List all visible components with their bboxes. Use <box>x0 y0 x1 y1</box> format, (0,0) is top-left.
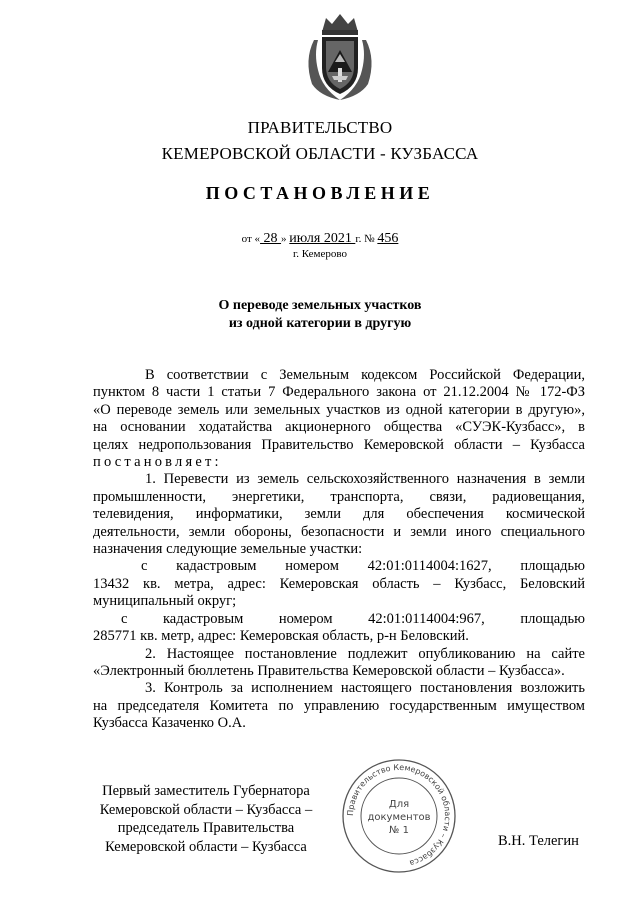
body-line: деятельности, земли обороны, безопасности и земли иного специального <box>93 523 585 540</box>
document-body <box>93 367 585 733</box>
date-sep: » <box>281 233 290 245</box>
city: г. Кемерово <box>292 248 348 260</box>
body-line: 1. Перевести из земель сельскохозяйственного назначения в земли <box>145 471 585 488</box>
body-line: В соответствии с Земельным кодексом Российской Федерации, <box>145 367 585 383</box>
body-line: 285771 кв. метр, адрес: Кемеровская область, р-н Беловский. <box>93 628 469 645</box>
subject-line1: О переводе земельных участков <box>218 298 422 313</box>
government-title-line2: КЕМЕРОВСКОЙ ОБЛАСТИ - КУЗБАССА <box>161 144 479 163</box>
signatory-title-line: председатель Правительства <box>117 820 295 836</box>
stamp-ring-text: Правительство Кемеровской области – Кузбасса <box>345 762 453 868</box>
body-line: на председателя Комитета по управлению государственным имуществом <box>93 697 585 714</box>
stamp-line1: Для <box>388 799 410 810</box>
stamp-line3: № 1 <box>389 825 409 836</box>
date-year-suffix: г. <box>355 233 362 245</box>
body-line: с кадастровым номером 42:01:0114004:967, площадью <box>121 610 585 627</box>
decree-number: 456 <box>377 231 399 246</box>
government-title-line1: ПРАВИТЕЛЬСТВО <box>247 118 393 137</box>
signatory-title <box>78 782 334 856</box>
date-line <box>0 231 640 247</box>
body-line: с кадастровым номером 42:01:0114004:1627, площадью <box>141 558 585 575</box>
coat-of-arms-icon <box>300 10 380 102</box>
date-day: 28 <box>260 231 282 246</box>
subject-line2: из одной категории в другую <box>228 316 412 331</box>
body-line: целях недропользования Правительство Кемеровской области – Кузбасса <box>93 436 585 453</box>
body-line: пунктом 8 части 1 статьи 7 Федерального закона от 21.12.2004 № 172-ФЗ <box>93 384 585 401</box>
body-line: 2. Настоящее постановление подлежит опубликованию на сайте <box>145 645 585 662</box>
stamp-line2: документов <box>367 812 431 823</box>
body-line: «О переводе земель или земельных участков из одной категории в другую», <box>93 401 585 418</box>
signer-name: В.Н. Телегин <box>498 833 579 849</box>
body-line: 3. Контроль за исполнением настоящего постановления возложить <box>145 680 585 697</box>
body-line: промышленности, энергетики, транспорта, связи, радиовещания, <box>93 488 585 505</box>
body-line: 13432 кв. метра, адрес: Кемеровская область – Кузбасс, Беловский <box>93 575 585 592</box>
date-month-year: июля 2021 <box>289 231 356 246</box>
document-type: ПОСТАНОВЛЕНИЕ <box>205 183 435 203</box>
body-line: телевидения, информатики, земли для обеспечения космической <box>93 506 585 523</box>
signatory-title-line: Кемеровской области – Кузбасса <box>105 838 307 855</box>
body-line: постановляет: <box>93 454 222 471</box>
body-line: на основании ходатайства акционерного общества «СУЭК-Кузбасс», в <box>93 419 585 436</box>
body-line: «Электронный бюллетень Правительства Кемеровской области – Кузбасса». <box>93 662 565 679</box>
signatory-title-line: Кемеровской области – Кузбасса – <box>99 801 313 818</box>
signatory-title-line: Первый заместитель Губернатора <box>102 783 310 799</box>
body-line: муниципальный округ; <box>93 593 237 610</box>
number-prefix: № <box>364 233 375 245</box>
date-prefix: от « <box>241 233 261 245</box>
body-line: Кузбасса Казаченко О.А. <box>93 715 246 732</box>
body-line: назначения следующие земельные участки: <box>93 541 363 558</box>
official-stamp <box>340 757 458 875</box>
